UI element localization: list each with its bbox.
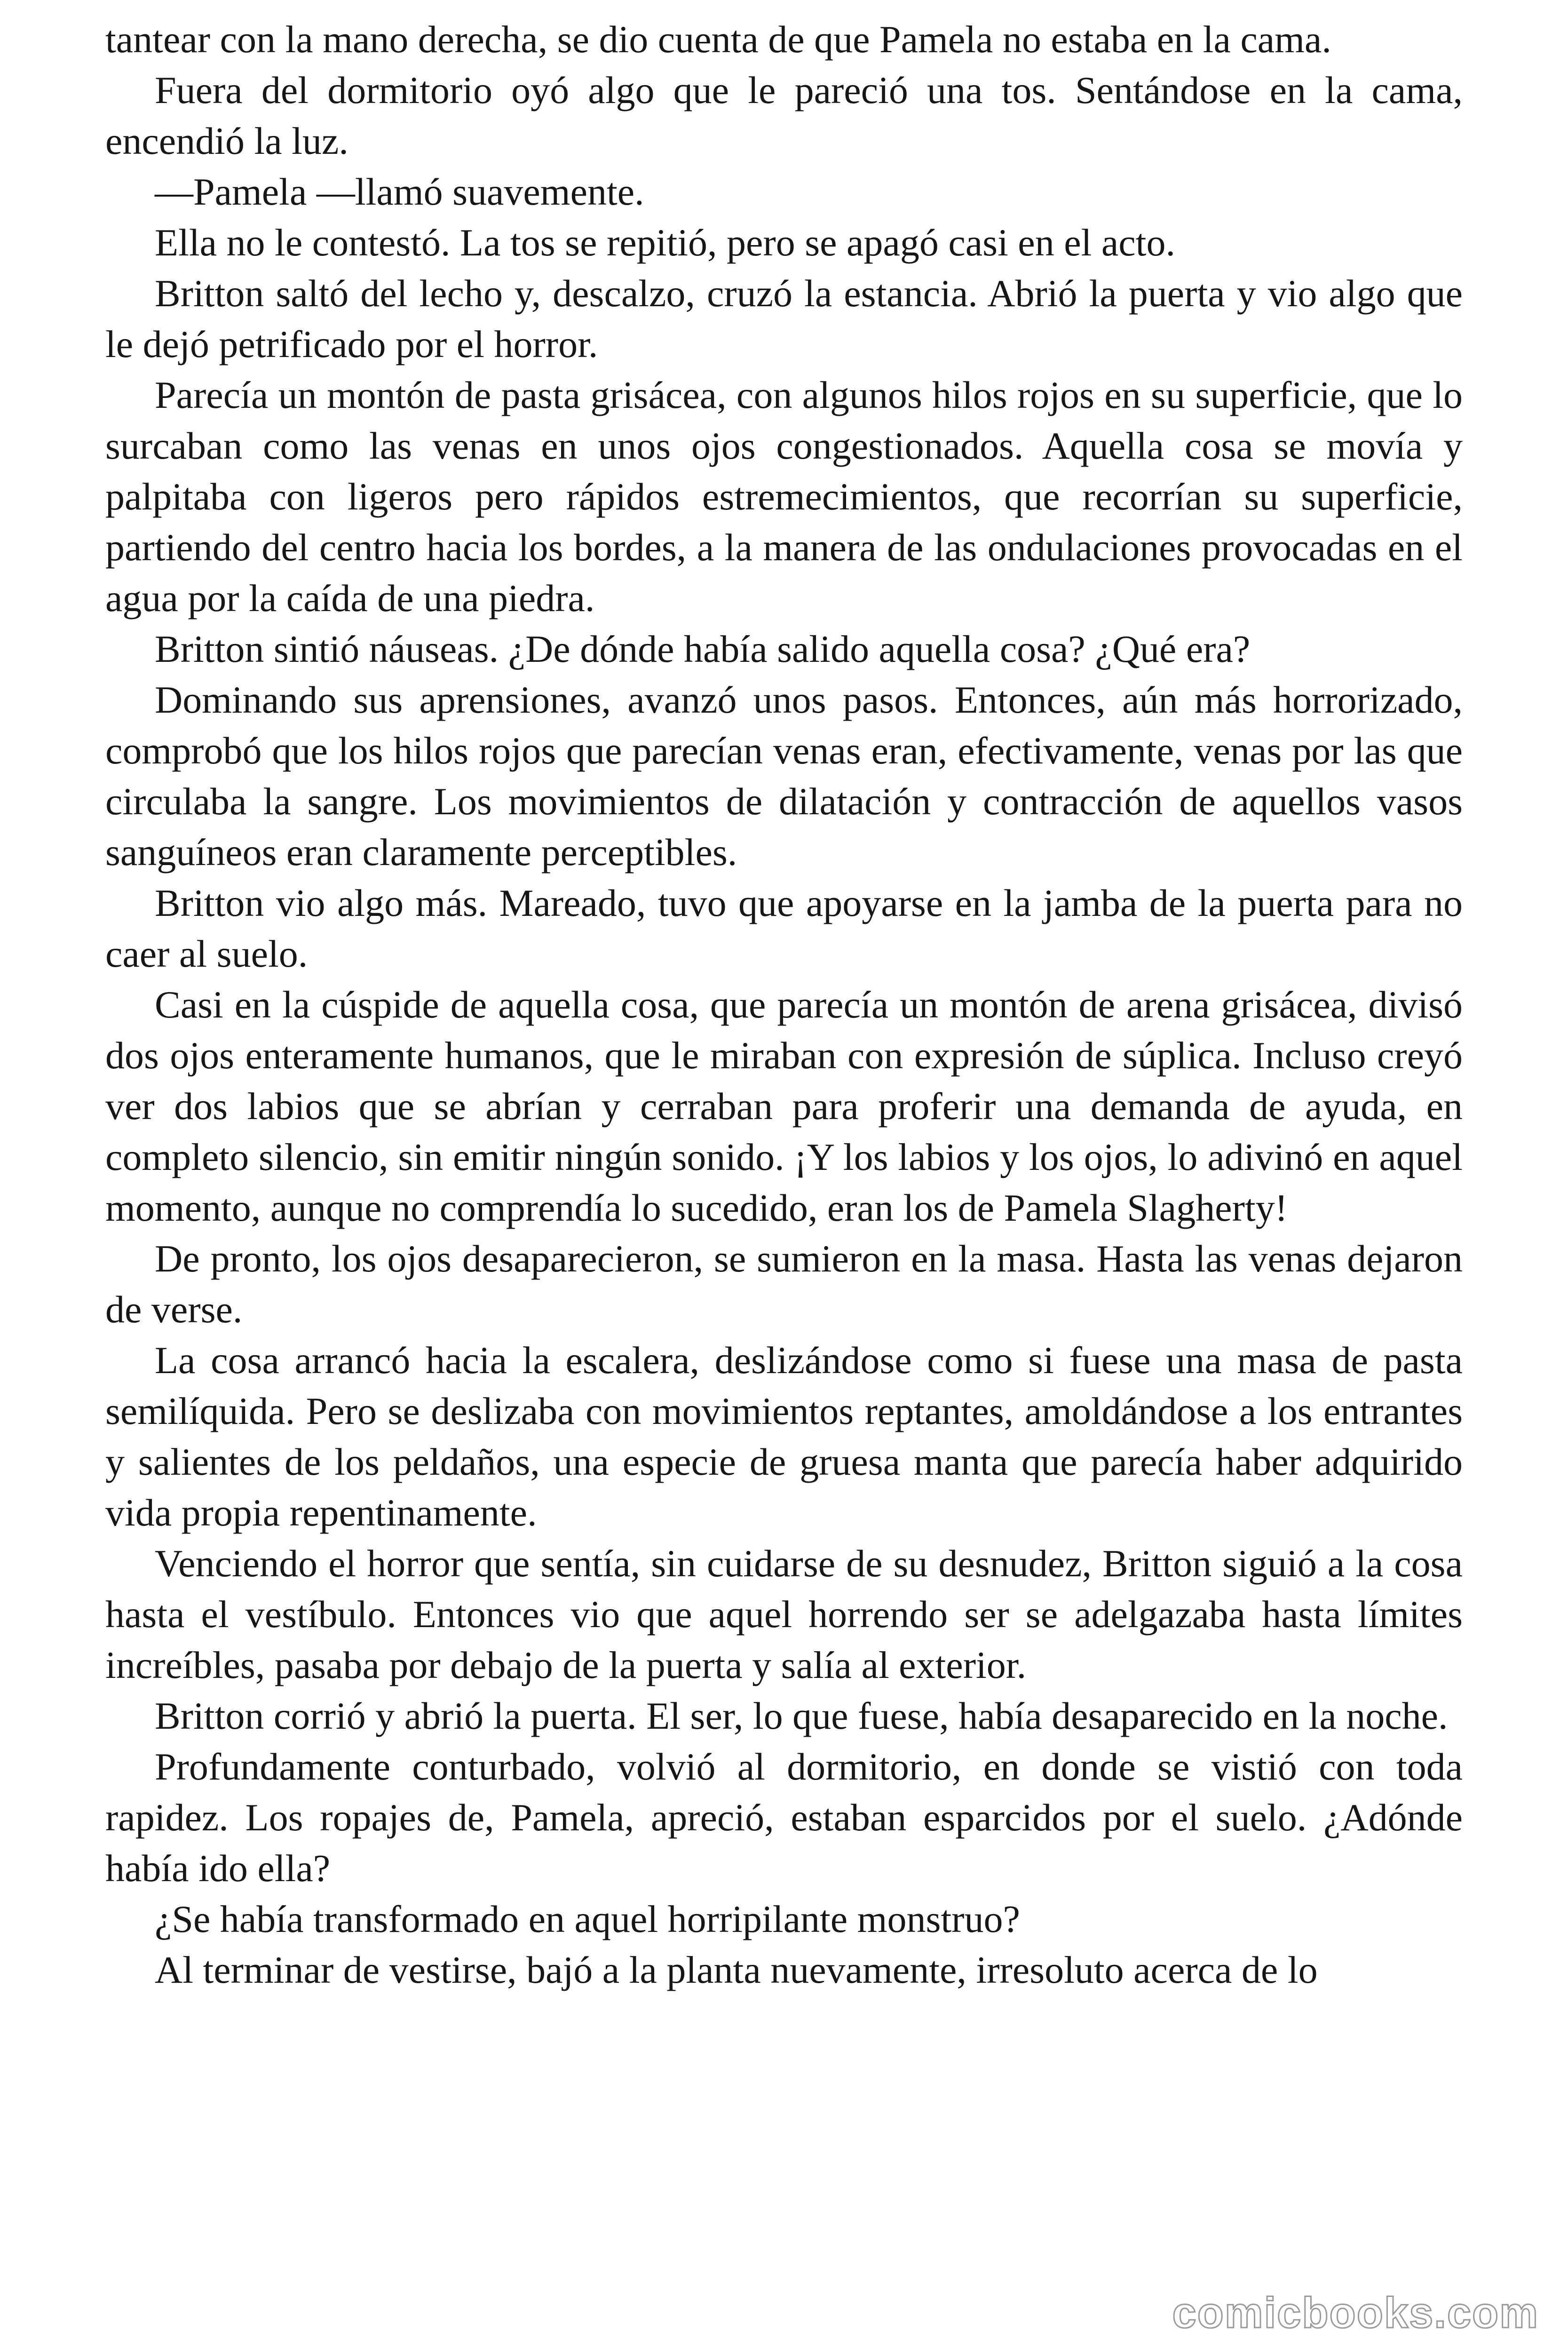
paragraph-2: Fuera del dormitorio oyó algo que le pareció una tos. Sentándose en la cama, encendió la luz. xyxy=(105,69,1463,162)
paragraph-12: La cosa arrancó hacia la escalera, deslizándose como si fuese una masa de pasta semilíquida. Pero se deslizaba con movimientos reptantes, amoldándose a los entrantes y salientes de los peldaños, una especie de gruesa manta que parecía haber adquirido vida propia repentinamente. xyxy=(105,1339,1463,1534)
paragraph-5: Britton saltó del lecho y, descalzo, cruzó la estancia. Abrió la puerta y vio algo que le dejó petrificado por el horror. xyxy=(105,272,1463,366)
paragraph-8: Dominando sus aprensiones, avanzó unos pasos. Entonces, aún más horrorizado, comprobó que los hilos rojos que parecían venas eran, efectivamente, venas por las que circulaba la sangre. Los movimientos de dilatación y contracción de aquellos vasos sanguíneos eran claramente perceptibles. xyxy=(105,678,1463,874)
paragraph-17: Al terminar de vestirse, bajó a la planta nuevamente, irresoluto acerca de lo xyxy=(155,1948,1318,1991)
paragraph-13: Venciendo el horror que sentía, sin cuidarse de su desnudez, Britton siguió a la cosa hasta el vestíbulo. Entonces vio que aquel horrendo ser se adelgazaba hasta límites increíbles, pasaba por debajo de la puerta y salía al exterior. xyxy=(105,1542,1463,1686)
paragraph-15: Profundamente conturbado, volvió al dormitorio, en donde se vistió con toda rapidez. Los ropajes de, Pamela, apreció, estaban esparcidos por el suelo. ¿Adónde había ido ella? xyxy=(105,1745,1463,1890)
paragraph-11: De pronto, los ojos desaparecieron, se sumieron en la masa. Hasta las venas dejaron de verse. xyxy=(105,1237,1463,1331)
paragraph-6: Parecía un montón de pasta grisácea, con algunos hilos rojos en su superficie, que lo surcaban como las venas en unos ojos congestionados. Aquella cosa se movía y palpitaba con ligeros pero rápidos estremecimientos, que recorrían su superficie, partiendo del centro hacia los bordes, a la manera de las ondulaciones provocadas en el agua por la caída de una piedra. xyxy=(105,373,1463,620)
paragraph-1: tantear con la mano derecha, se dio cuenta de que Pamela no estaba en la cama. xyxy=(105,18,1331,61)
paragraph-3: —Pamela —llamó suavemente. xyxy=(155,170,644,213)
paragraph-10: Casi en la cúspide de aquella cosa, que parecía un montón de arena grisácea, divisó dos ojos enteramente humanos, que le miraban con expresión de súplica. Incluso creyó ver dos labios que se abrían y cerraban para proferir una demanda de ayuda, en completo silencio, sin emitir ningún sonido. ¡Y los labios y los ojos, lo adivinó en aquel momento, aunque no comprendía lo sucedido, eran los de Pamela Slagherty! xyxy=(105,983,1463,1229)
paragraph-4: Ella no le contestó. La tos se repitió, pero se apagó casi en el acto. xyxy=(155,221,1175,264)
watermark: comicbooks.com xyxy=(1172,2289,1539,2337)
paragraph-9: Britton vio algo más. Mareado, tuvo que apoyarse en la jamba de la puerta para no caer al suelo. xyxy=(105,882,1463,975)
paragraph-14: Britton corrió y abrió la puerta. El ser, lo que fuese, había desaparecido en la noche. xyxy=(155,1694,1448,1737)
paragraph-7: Britton sintió náuseas. ¿De dónde había salido aquella cosa? ¿Qué era? xyxy=(155,628,1251,670)
book-page xyxy=(105,14,1463,1995)
paragraph-16: ¿Se había transformado en aquel horripilante monstruo? xyxy=(155,1898,1020,1940)
